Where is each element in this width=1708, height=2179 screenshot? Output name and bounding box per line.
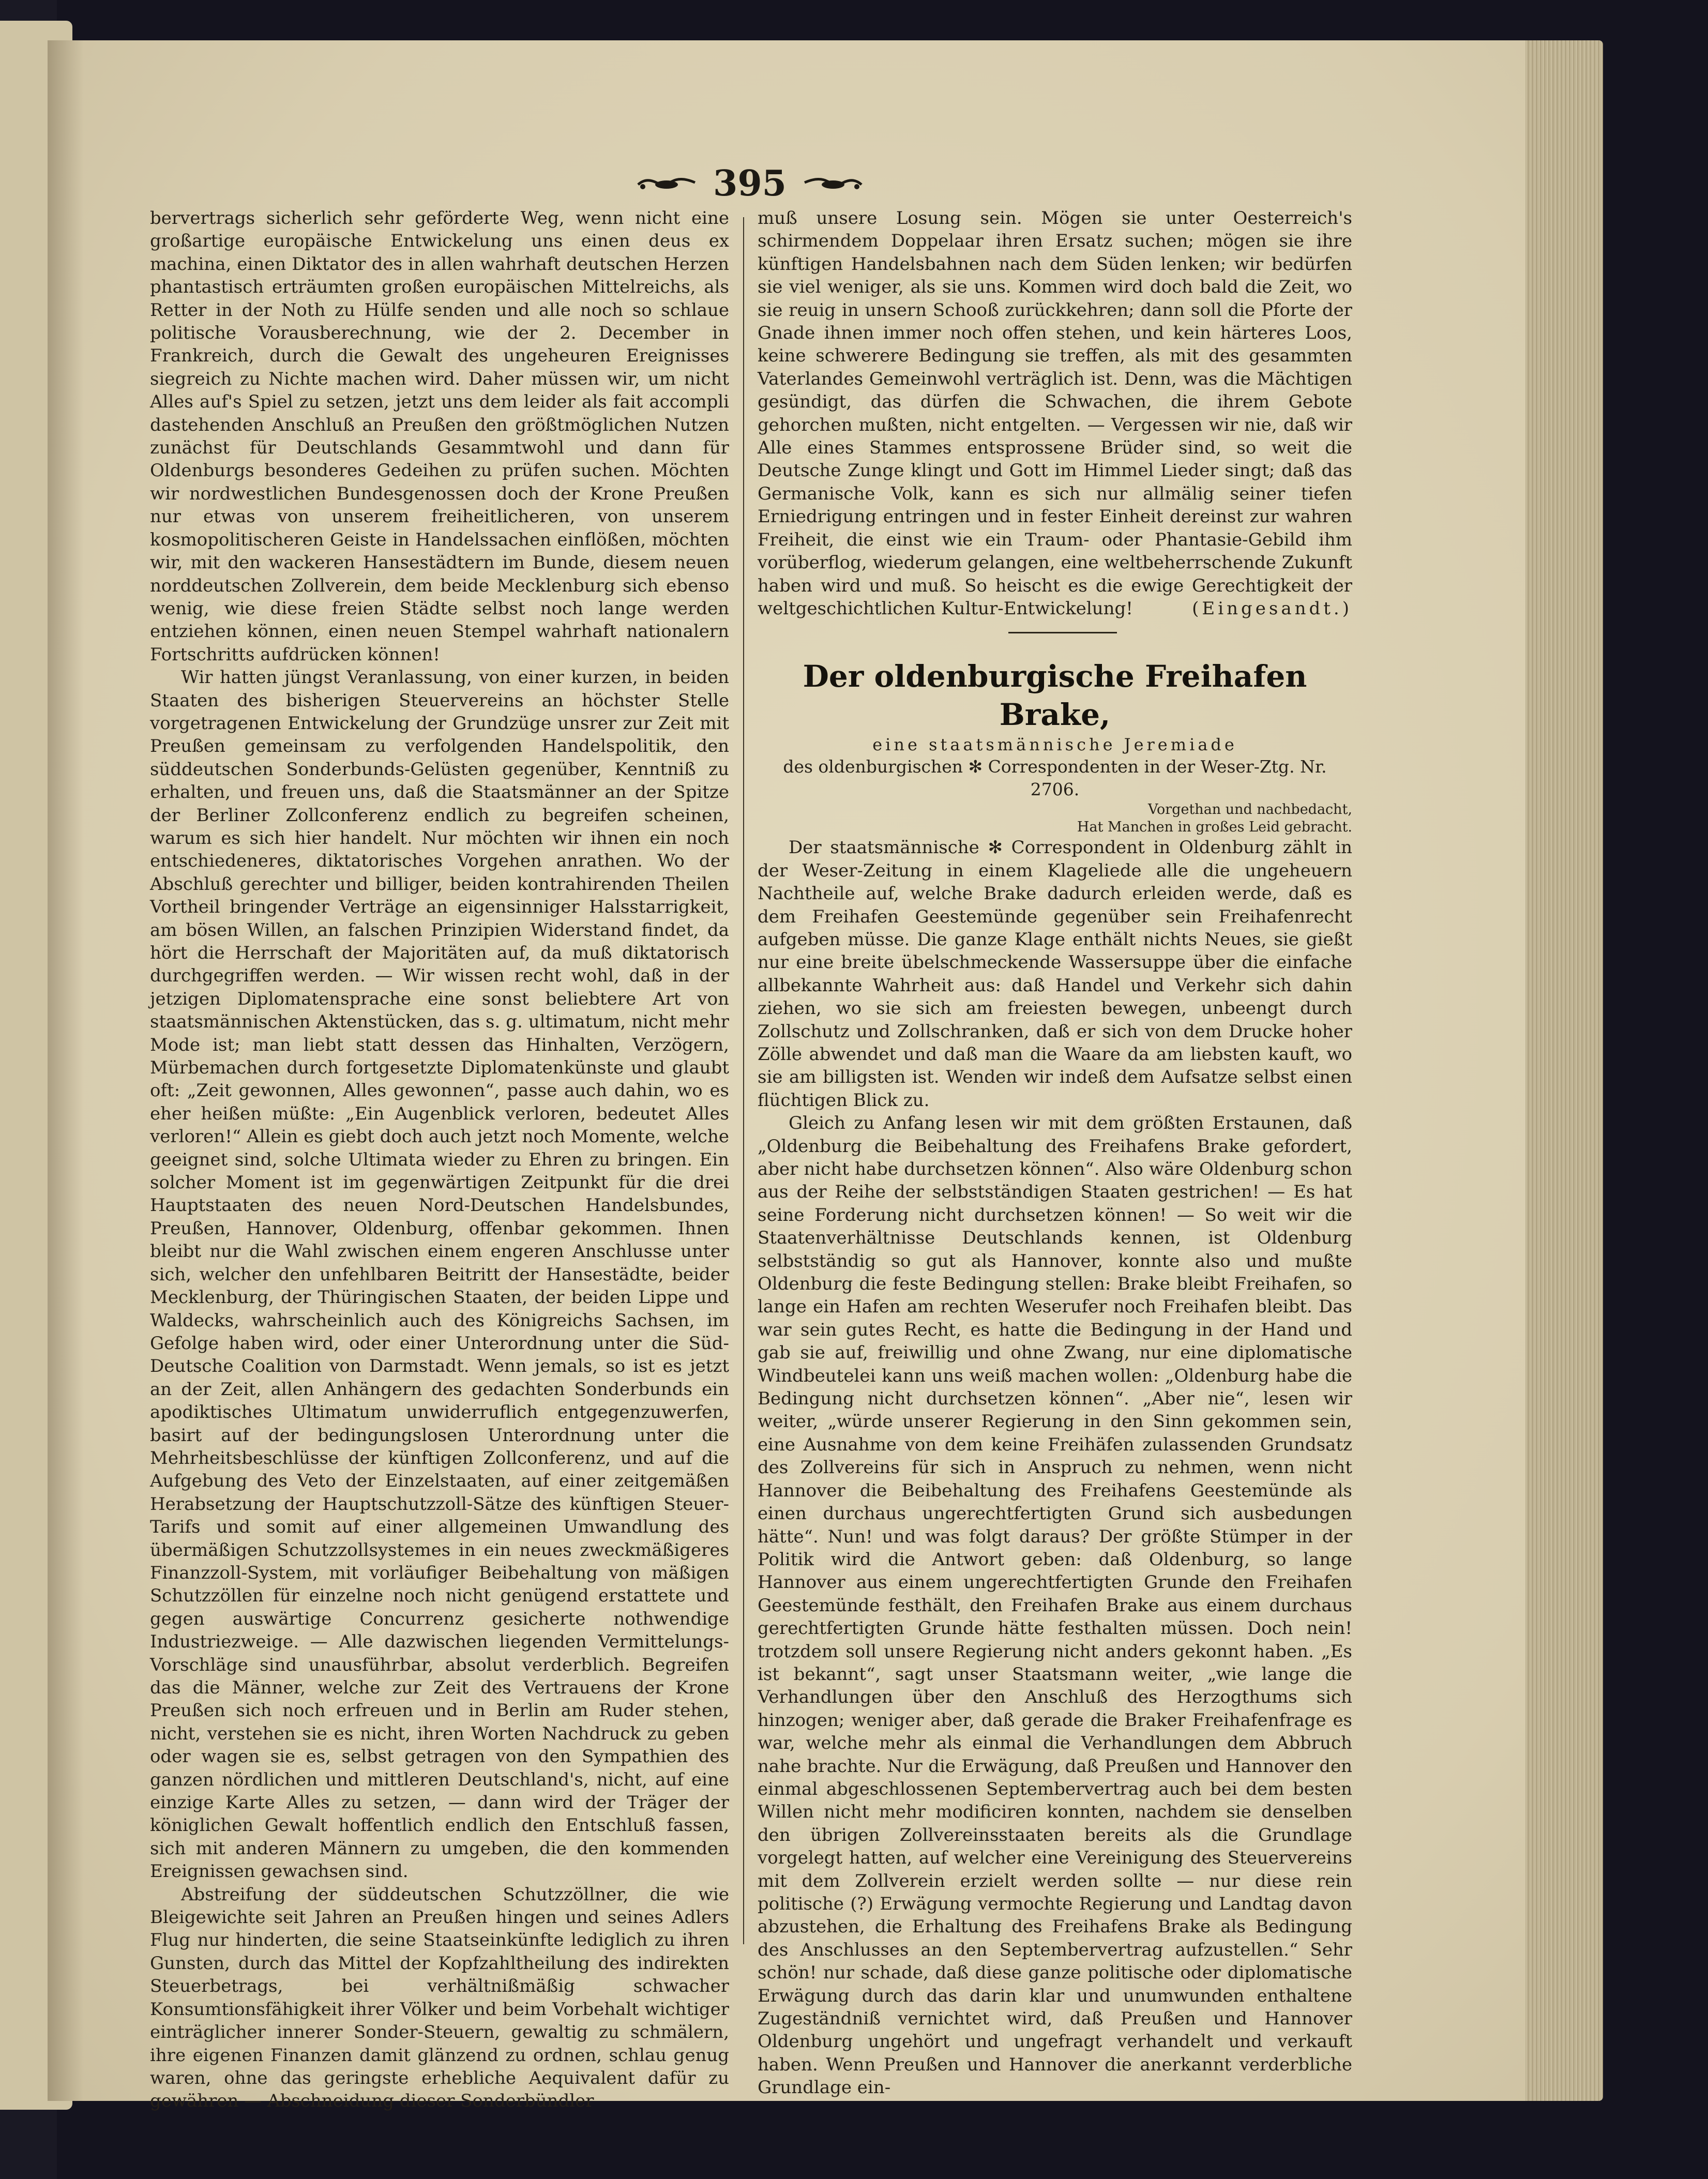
motto-line: Hat Manchen in großes Leid gebracht.: [1077, 819, 1352, 836]
signature: (Eingesandt.): [1192, 598, 1352, 619]
gutter-shadow: [48, 40, 84, 2101]
right-paragraph: Gleich zu Anfang lesen wir mit dem größten Erstaunen, daß „Oldenburg die Beibehaltung des Freihafens Brake gefordert, aber nicht habe durchsetzen können“. Also wäre Oldenburg schon aus der Reihe der selbstständigen Staaten gestrichen! — Es hat seine Forderung nicht durchsetzen können! — So weit wir die Staatenverhältnisse Deutschlands kennen, ist Oldenburg selbstständig so gut als Hannover, konnte also und mußte Oldenburg die feste Bedingung stellen: Brake bleibt Freihafen, so lange ein Hafen am rechten Weserufer noch Freihafen bleibt. Das war sein gutes Recht, es hatte die Bedingung in der Hand und gab sie auf, freiwillig und ohne Zwang, nur eine diplomatische Windbeutelei kann uns weiß machen wollen: „Oldenburg habe die Bedingung nicht durchsetzen können“. „Aber nie“, lesen wir weiter, „würde unserer Regierung in den Sinn gekommen sein, eine Ausnahme von dem keine Freihäfen zulassenden Grundsatz des Zollvereins für sich in Anspruch zu nehmen, wenn nicht Hannover die Beibehaltung des Freihafens Geestemünde als einen durchaus ungerechtfertigten Grund sich ausbedungen hätte“. Nun! und was folgt daraus? Der größte Stümper in der Politik wird die Antwort geben: daß Oldenburg, so lange Hannover aus einem ungerechtfertigten Grunde den Freihafen Geestemünde festhält, den Freihafen Brake aus einem durchaus gerechtfertigten Grunde hätte festhalten müssen. Doch nein! trotzdem soll unsere Regierung nicht anders gekonnt haben. „Es ist bekannt“, sagt unser Staatsmann weiter, „wie lange die Verhandlungen über den Anschluß des Herzogthums sich hinzogen; weniger aber, daß gerade die Braker Freihafenfrage es war, welche mehr als einmal die Verhandlungen dem Abbruch nahe brachte. Nur die Erwägung, daß Preußen und Hannover den einmal abgeschlossenen Septembervertrag auch bei dem besten Willen nicht mehr modificiren konnten, nachdem sie denselben den übrigen Zollvereinsstaaten bereits als die Grundlage vorgelegt hatten, auf welcher eine Vereinigung des Steuervereins mit dem Zollverein erzielt werden sollte — nur diese rein politische (?) Erwägung vermochte Regierung und Landtag davon abzustehen, die Erhaltung des Freihafens Brake als Bedingung des Anschlusses an den Septembervertrag aufzustellen.“ Sehr schön! nur schade, daß diese ganze politische oder diplomatische Erwägung durch das darin klar und unumwunden enthaltene Zugeständniß vernichtet wird, daß Preußen und Hannover Oldenburg ungehört und ungefragt verhandelt und verkauft haben. Wenn Preußen und Hannover die anerkannt verderbliche Grundlage ein-: [758, 1113, 1352, 2098]
page-edges: [1525, 40, 1603, 2101]
column-divider: [743, 217, 744, 1944]
left-paragraph: bervertrags sicherlich sehr geförderte Weg, wenn nicht eine großartige europäische Entwickelung uns einen deus ex machina, einen Diktator des in allen wahrhaft deutschen Herzen phantastisch erträumten großen europäischen Mittelreichs, als Retter in der Noth zu Hülfe senden und alle noch so schlaue politische Vorausberechnung, wie der 2. December in Frankreich, durch die Gewalt des ungeheuren Ereignisses siegreich zu Nichte machen wird. Daher müssen wir, um nicht Alles auf's Spiel zu setzen, jetzt uns dem leider als fait accompli dastehenden Anschluß an Preußen den größtmöglichen Nutzen zunächst für Deutschlands Gesammtwohl und dann für Oldenburgs besonderes Gedeihen zu prüfen suchen. Möchten wir nordwestlichen Bundesgenossen doch der Krone Preußen nur etwas von unserem freiheitlicheren, von unserem kosmopolitischeren Geiste in Handelssachen einflößen, möchten wir, mit den wackeren Hansestädtern im Bunde, diesem neuen norddeutschen Zollverein, dem beide Mecklenburg sich ebenso wenig, wie diese freien Städte selbst noch lange werden entziehen können, einen neuen Stempel wahrhaft nationalern Fortschritts aufdrücken können!: [150, 208, 729, 665]
right-ornament-icon: [802, 173, 864, 194]
page-number: 395: [713, 163, 787, 204]
left-column: [150, 207, 729, 2112]
article-separator: [1008, 632, 1117, 633]
intro-text: muß unsere Losung sein. Mögen sie unter Oesterreich's schirmendem Doppelaar ihren Ersatz suchen; mögen sie ihre künftigen Handelsbahnen nach dem Süden lenken; wir bedürfen sie viel weniger, als sie uns. Kommen wird doch bald die Zeit, wo sie reuig in unsern Schooß zurückkehren; dann soll die Pforte der Gnade ihnen immer noch offen stehen, und kein härteres Loos, keine schwerere Bedingung sie treffen, als mit des gesammten Vaterlandes Gemeinwohl verträglich ist. Denn, was die Mächtigen gesündigt, das dürfen die Schwachen, die ihrem Gebote gehorchen mußten, nicht entgelten. — Vergessen wir nie, daß wir Alle eines Stammes entsprossene Brüder sind, so weit die Deutsche Zunge klingt und Gott im Himmel Lieder singt; daß das Germanische Volk, kann es sich nur allmälig seiner tiefen Erniedrigung entringen und in fester Einheit dereinst zur wahren Freiheit, die einst wie ein Traum- oder Phantasie-Gebild ihm vorüberflog, wiederum gelangen, eine weltbeherrschende Zukunft haben wird und muß. So heischt es die ewige Gerechtigkeit der weltgeschichtlichen Kultur-Entwickelung!: [758, 208, 1352, 619]
right-intro-paragraph: [758, 207, 1352, 620]
right-column: [758, 207, 1352, 2099]
left-ornament-icon: [636, 173, 698, 194]
article-title: Der oldenburgische Freihafen Brake,: [803, 659, 1307, 733]
left-paragraph: Wir hatten jüngst Veranlassung, von einer kurzen, in beiden Staaten des bisherigen Steuervereins an höchster Stelle vorgetragenen Entwickelung der Grundzüge unsrer zur Zeit mit Preußen gemeinsam zu verfolgenden Handelspolitik, den süddeutschen Sonderbunds-Gelüsten gegenüber, Kenntniß zu erhalten, und freuen uns, daß die Staatsmänner an der Spitze der Berliner Zollconferenz endlich zu begreifen scheinen, warum es sich hier handelt. Nur möchten wir ihnen ein noch entschiedeneres, diktatorisches Vorgehen anrathen. Wo der Abschluß gerechter und billiger, beiden kontrahirenden Theilen Vortheil bringender Verträge an eigensinniger Halsstarrigkeit, am bösen Willen, an falschen Prinzipien Widerstand findet, da hört die Herrschaft der Majoritäten auf, da muß diktatorisch durchgegriffen werden. — Wir wissen recht wohl, daß in der jetzigen Diplomatensprache eine sonst beliebtere Art von staatsmännischen Aktenstücken, das s. g. ultimatum, nicht mehr Mode ist; man liebt statt dessen das Hinhalten, Verzögern, Mürbemachen durch fortgesetzte Diplomatenkünste und glaubt oft: „Zeit gewonnen, Alles gewonnen“, passe auch dahin, wo es eher heißen müßte: „Ein Augenblick verloren, bedeutet Alles verloren!“ Allein es giebt doch auch jetzt noch Momente, welche geeignet sind, solche Ultimata wieder zu Ehren zu bringen. Ein solcher Moment ist im gegenwärtigen Zeitpunkt für die drei Hauptstaaten des neuen Nord-Deutschen Handelsbundes, Preußen, Hannover, Oldenburg, offenbar gekommen. Ihnen bleibt nur die Wahl zwischen einem engeren Anschlusse unter sich, welcher den unfehlbaren Beitritt der Hansestädte, beider Mecklenburg, der Thüringischen Staaten, der beiden Lippe und Waldecks, wahrscheinlich auch des Königreichs Sachsen, im Gefolge haben wird, oder einer Unterordnung unter die Süd-Deutsche Coalition von Darmstadt. Wenn jemals, so ist es jetzt an der Zeit, allen Anhängern des gedachten Sonderbunds ein apodiktisches Ultimatum unwiderruflich entgegenzuwerfen, basirt auf der bedingungslosen Unterordnung unter die Mehrheitsbeschlüsse der künftigen Zollconferenz, und auf die Aufgebung des Veto der Einzelstaaten, auf einer zeitgemäßen Herabsetzung der Hauptschutzzoll-Sätze des künftigen Steuer-Tarifs und somit auf einer allgemeinen Umwandlung des übermäßigen Schutzzollsystemes in ein neues zweckmäßigeres Finanzzoll-System, mit vorläufiger Beibehaltung von mäßigen Schutzzöllen für einzelne noch nicht genügend erstattete und gegen auswärtige Concurrenz gesicherte nothwendige Industriezweige. — Alle dazwischen liegenden Vermittelungs-Vorschläge sind unausführbar, absolut verderblich. Begreifen das die Männer, welche zur Zeit des Vertrauens der Krone Preußen sich noch erfreuen und in Berlin am Ruder stehen, nicht, verstehen sie es nicht, ihren Worten Nachdruck zu geben oder wagen sie es, selbst getragen von den Sympathien des ganzen nördlichen und mittleren Deutschland's, nicht, auf eine einzige Karte Alles zu setzen, — dann wird der Träger der königlichen Gewalt hoffentlich endlich den Entschluß fassen, sich mit anderen Männern zu umgeben, die den kommenden Ereignissen gewachsen sind.: [150, 667, 729, 1882]
article-byline: des oldenburgischen ✻ Correspondenten in der Weser-Ztg. Nr. 2706.: [783, 756, 1327, 800]
section-spacer: [758, 620, 1352, 648]
article-subtitle: eine staatsmännische Jeremiade: [872, 735, 1237, 755]
right-paragraph: Der staatsmännische ✻ Correspondent in Oldenburg zählt in der Weser-Zeitung in einem Klageliede alle die ungeheuern Nachtheile auf, welche Brake dadurch erleiden werde, daß es dem Freihafen Geestemünde gegenüber sein Freihafenrecht aufgeben müsse. Die ganze Klage enthält nichts Neues, sie gießt nur eine breite übelschmeckende Wassersuppe über die einfache allbekannte Wahrheit aus: daß Handel und Verkehr sich dahin ziehen, wo sie sich am freiesten bewegen, unbeengt durch Zollschutz und Zollschranken, daß er sich von dem Drucke hoher Zölle abwendet und daß man die Waare da am liebsten kauft, wo sie am billigsten ist. Wenden wir indeß dem Aufsatze selbst einen flüchtigen Blick zu.: [758, 837, 1352, 1111]
page-header: [636, 155, 864, 212]
left-paragraph: Abstreifung der süddeutschen Schutzzöllner, die wie Bleigewichte seit Jahren an Preußen hingen und seines Adlers Flug nur hinderten, die seine Staatseinkünfte lediglich zu ihren Gunsten, durch das Mittel der Kopfzahltheilung des indirekten Steuerbetrags, bei verhältnißmäßig schwacher Konsumtionsfähigkeit ihrer Völker und beim Vorbehalt wichtiger einträglicher innerer Sonder-Steuern, gewaltig zu schmälern, ihre eigenen Finanzen damit glänzend zu ordnen, schlau genug waren, ohne das geringste erhebliche Aequivalent dafür zu gewähren — Abschneidung dieser Sonderbündler: [150, 1884, 729, 2112]
motto-line: Vorgethan und nachbedacht,: [1148, 801, 1352, 818]
